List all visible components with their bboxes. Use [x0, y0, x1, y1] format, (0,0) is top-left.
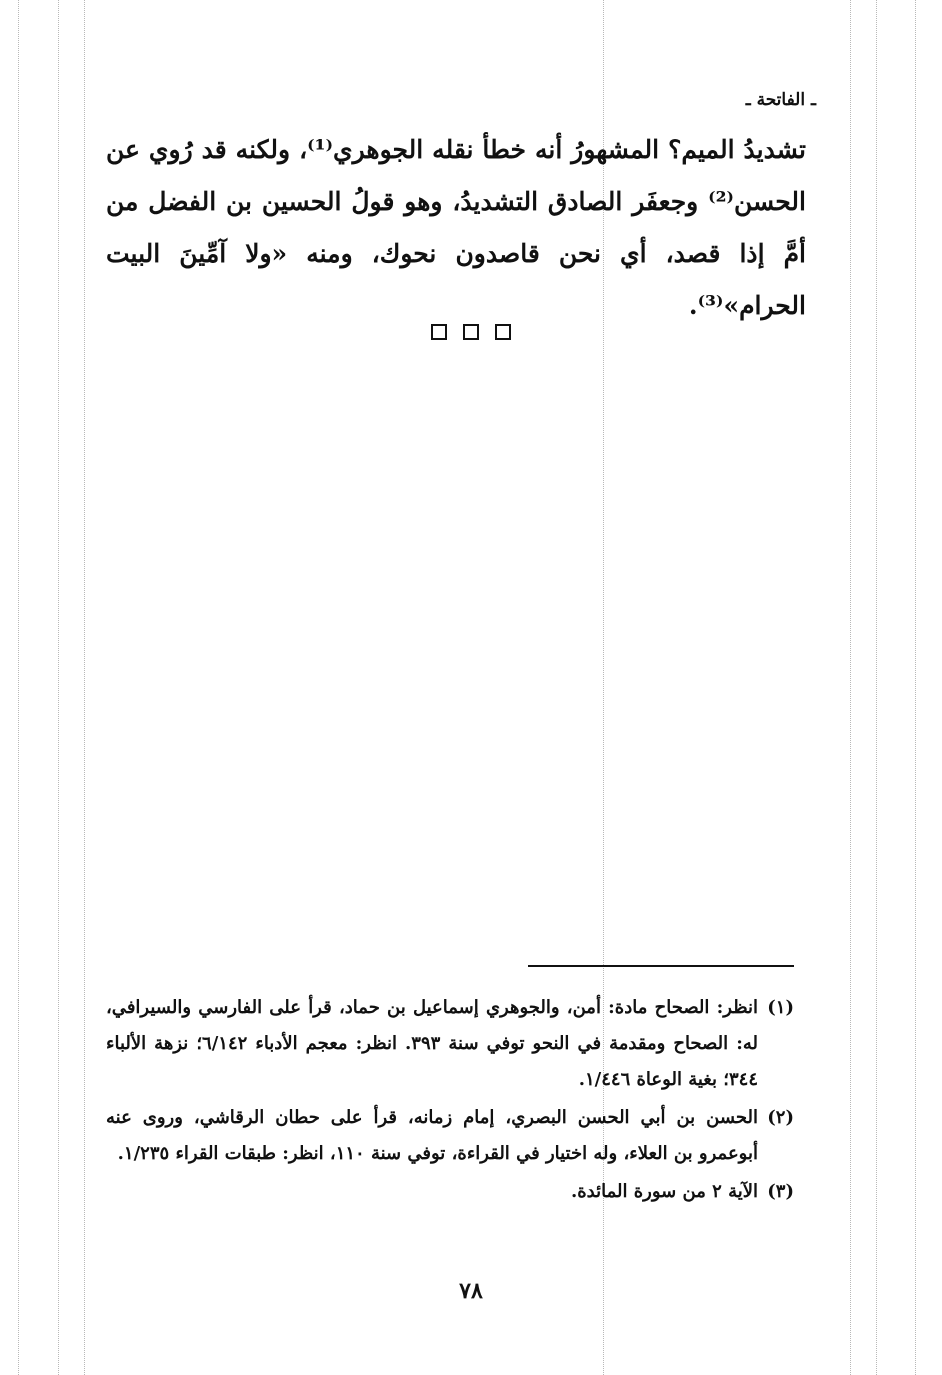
scan-guide-line	[84, 0, 85, 1375]
footnote	[106, 990, 794, 1098]
section-separator	[0, 318, 942, 342]
scan-guide-line	[850, 0, 851, 1375]
square-ornament-icon	[463, 324, 479, 340]
running-header: ـ الفاتحة ـ	[745, 90, 816, 110]
footnote-text: الآية ٢ من سورة المائدة.	[570, 1181, 758, 1202]
main-text	[106, 124, 806, 332]
footnote	[106, 1100, 794, 1172]
square-ornament-icon	[431, 324, 447, 340]
footnote-text: انظر: الصحاح مادة: أمن، والجوهري إسماعيل بن حماد، قرأ على الفارسي والسيرافي، له: الصحاح ومقدمة في النحو توفي سنة ٣٩٣. انظر: معجم الأدباء ٦/١٤٢؛ نزهة الألباء ٣٤٤؛ بغية الوعاة ١/٤٤٦.	[106, 997, 758, 1090]
footnote	[106, 1174, 794, 1210]
square-ornament-icon	[495, 324, 511, 340]
footnote-divider	[528, 965, 794, 967]
footnote-number: (٢)	[767, 1107, 794, 1128]
page-number: ٧٨	[459, 1278, 483, 1304]
footnote-text: الحسن بن أبي الحسن البصري، إمام زمانه، قرأ على حطان الرقاشي، وروى عنه أبوعمرو بن العلاء، وله اختيار في القراءة، توفي سنة ١١٠، انظر: طبقات القراء ١/٢٣٥.	[106, 1107, 758, 1164]
footnote-number: (٣)	[767, 1181, 794, 1202]
scan-guide-line	[18, 0, 19, 1375]
scan-guide-line	[58, 0, 59, 1375]
main-paragraph: تشديدُ الميم؟ المشهورُ أنه خطأ نقله الجوهري⁽¹⁾، ولكنه قد رُوي عن الحسن⁽²⁾ وجعفَر الصادق التشديدُ، وهو قولُ الحسين بن الفضل من أمَّ إذا قصد، أي نحن قاصدون نحوك، ومنه «ولا آمِّينَ البيت الحرام»⁽³⁾.	[106, 135, 806, 320]
footnotes	[106, 990, 794, 1212]
scan-guide-line	[915, 0, 916, 1375]
footnote-number: (١)	[767, 997, 794, 1018]
scan-guide-line	[876, 0, 877, 1375]
